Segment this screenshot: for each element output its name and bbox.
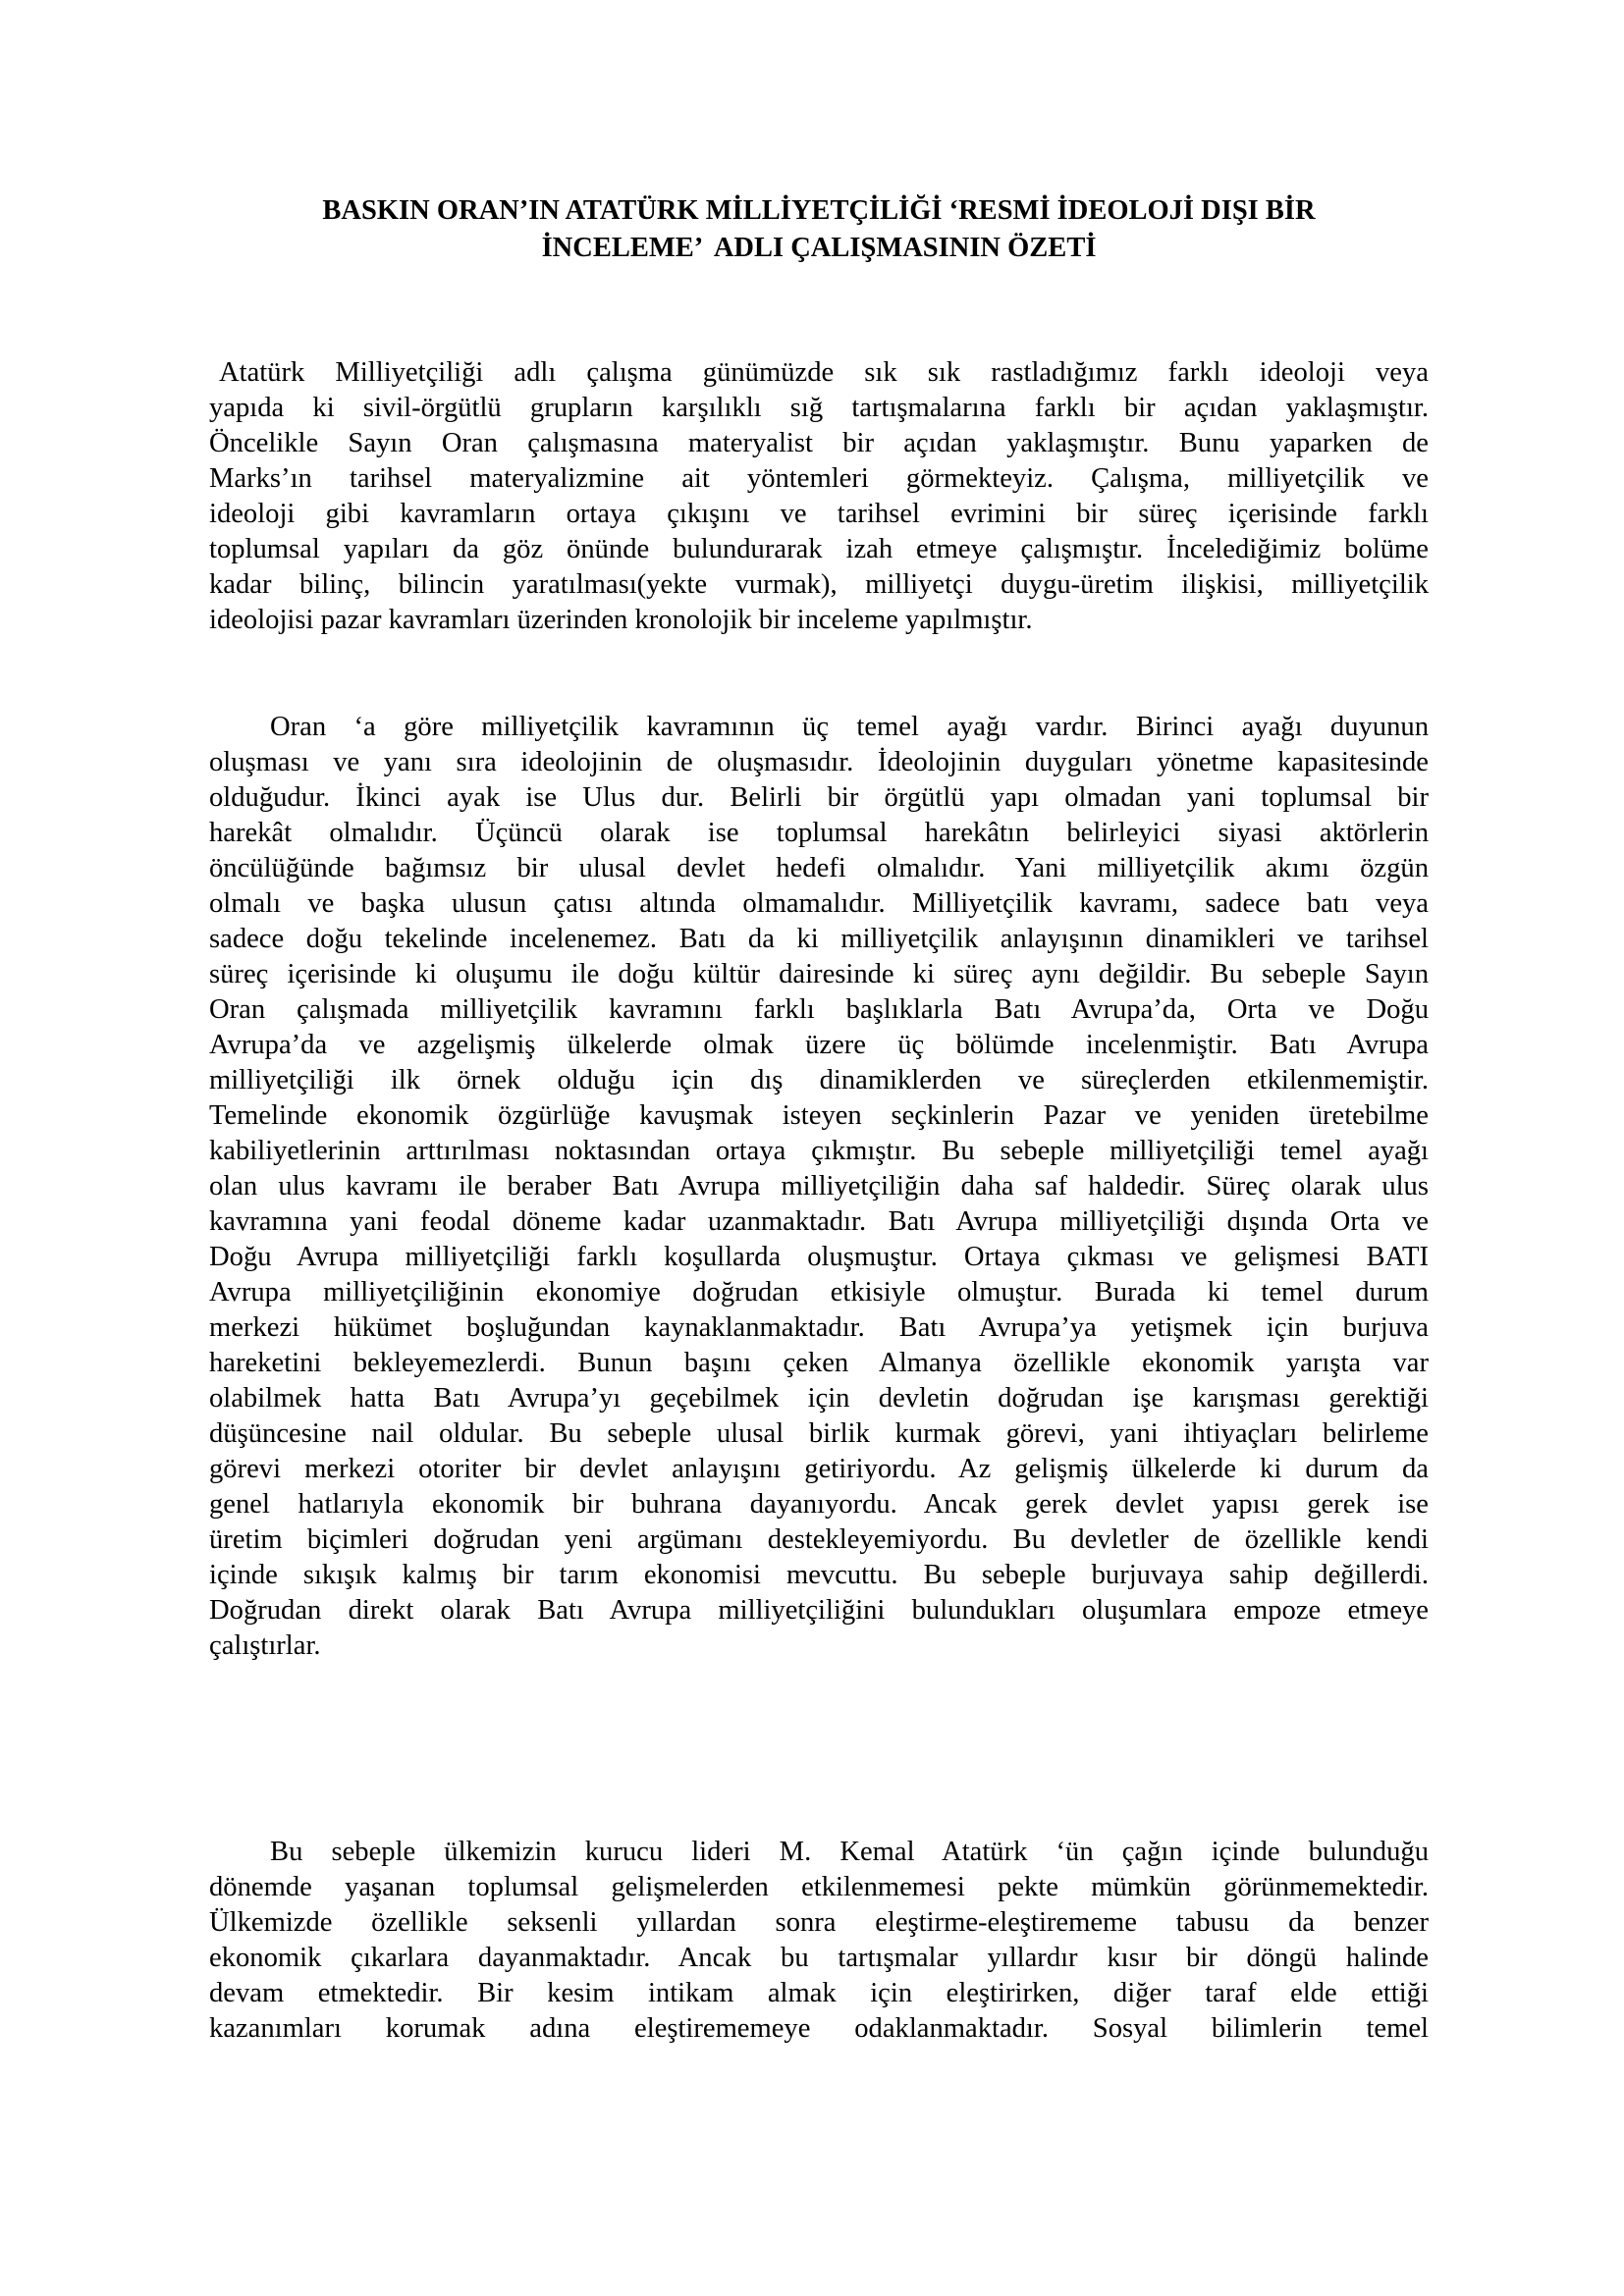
text-line: Temelinde ekonomik özgürlüğe kavuşmak isteyen seçkinlerin Pazar ve yeniden üretebilme bbox=[209, 1100, 1429, 1131]
text-line: merkezi hükümet boşluğundan kaynaklanmaktadır. Batı Avrupa’ya yetişmek için burjuva bbox=[209, 1312, 1429, 1343]
text-line: kabiliyetlerinin arttırılması noktasından ortaya çıkmıştır. Bu sebeple milliyetçiliği temel ayağı bbox=[209, 1136, 1429, 1166]
text-line: oluşması ve yanı sıra ideolojinin de oluşmasıdır. İdeolojinin duyguları yönetme kapasitesinde bbox=[209, 747, 1429, 777]
text-line: Doğu Avrupa milliyetçiliği farklı koşullarda oluşmuştur. Ortaya çıkması ve gelişmesi BATI bbox=[209, 1242, 1429, 1272]
text-line: toplumsal yapıları da göz önünde bulundurarak izah etmeye çalışmıştır. İncelediğimiz bolüme bbox=[209, 534, 1429, 564]
text-line: Bu sebeple ülkemizin kurucu lideri M. Kemal Atatürk ‘ün çağın içinde bulunduğu bbox=[270, 1837, 1429, 1867]
text-line: Atatürk Milliyetçiliği adlı çalışma günümüzde sık sık rastladığımız farklı ideoloji veya bbox=[219, 357, 1429, 388]
text-line: görevi merkezi otoriter bir devlet anlayışını getiriyordu. Az gelişmiş ülkelerde ki durum da bbox=[209, 1454, 1429, 1484]
text-line: kazanımları korumak adına eleştirememeye odaklanmaktadır. Sosyal bilimlerin temel bbox=[209, 2013, 1429, 2044]
text-line: Öncelikle Sayın Oran çalışmasına materyalist bir açıdan yaklaşmıştır. Bunu yaparken de bbox=[209, 428, 1429, 458]
text-line: harekât olmalıdır. Üçüncü olarak ise toplumsal harekâtın belirleyici siyasi aktörlerin bbox=[209, 818, 1429, 848]
text-line: genel hatlarıyla ekonomik bir buhrana dayanıyordu. Ancak gerek devlet yapısı gerek ise bbox=[209, 1489, 1429, 1520]
text-line: kavramına yani feodal döneme kadar uzanmaktadır. Batı Avrupa milliyetçiliği dışında Orta ve bbox=[209, 1206, 1429, 1237]
text-line: ideoloji gibi kavramların ortaya çıkışını ve tarihsel evrimini bir süreç içerisinde farklı bbox=[209, 499, 1429, 529]
text-line: üretim biçimleri doğrudan yeni argümanı destekleyemiyordu. Bu devletler de özellikle kendi bbox=[209, 1524, 1429, 1555]
text-line: düşüncesine nail oldular. Bu sebeple ulusal birlik kurmak görevi, yani ihtiyaçları belirleme bbox=[209, 1418, 1429, 1449]
text-line: süreç içerisinde ki oluşumu ile doğu kültür dairesinde ki süreç aynı değildir. Bu sebeple Sayın bbox=[209, 959, 1429, 989]
text-line: kadar bilinç, bilincin yaratılması(yekte vurmak), milliyetçi duygu-üretim ilişkisi, milliyetçilik bbox=[209, 569, 1429, 600]
title-line-1: BASKIN ORAN’IN ATATÜRK MİLLİYETÇİLİĞİ ‘RESMİ İDEOLOJİ DIŞI BİR bbox=[322, 195, 1316, 226]
text-line: Doğrudan direkt olarak Batı Avrupa milliyetçiliğini bulundukları oluşumlara empoze etmeye bbox=[209, 1595, 1429, 1626]
text-line: çalıştırlar. bbox=[209, 1630, 321, 1661]
paragraph-2 bbox=[209, 710, 1429, 1664]
text-line: olabilmek hatta Batı Avrupa’yı geçebilmek için devletin doğrudan işe karışması gerektiği bbox=[209, 1383, 1429, 1414]
text-line: olan ulus kavramı ile beraber Batı Avrupa milliyetçiliğin daha saf haldedir. Süreç olarak ulus bbox=[209, 1171, 1429, 1201]
text-line: Avrupa’da ve azgelişmiş ülkelerde olmak üzere üç bölümde incelenmiştir. Batı Avrupa bbox=[209, 1030, 1429, 1060]
text-line: ekonomik çıkarlara dayanmaktadır. Ancak bu tartışmalar yıllardır kısır bir döngü halinde bbox=[209, 1943, 1429, 1973]
text-line: olmalı ve başka ulusun çatısı altında olmamalıdır. Milliyetçilik kavramı, sadece batı veya bbox=[209, 888, 1429, 919]
text-line: Oran ‘a göre milliyetçilik kavramının üç temel ayağı vardır. Birinci ayağı duyunun bbox=[270, 712, 1429, 742]
text-line: Marks’ın tarihsel materyalizmine ait yöntemleri görmekteyiz. Çalışma, milliyetçilik ve bbox=[209, 463, 1429, 494]
text-line: sadece doğu tekelinde incelenemez. Batı da ki milliyetçilik anlayışının dinamikleri ve tarihsel bbox=[209, 924, 1429, 954]
text-line: ideolojisi pazar kavramları üzerinden kronolojik bir inceleme yapılmıştır. bbox=[209, 605, 1033, 635]
text-line: Oran çalışmada milliyetçilik kavramını farklı başlıklarla Batı Avrupa’da, Orta ve Doğu bbox=[209, 994, 1429, 1025]
text-line: yapıda ki sivil-örgütlü grupların karşılıklı sığ tartışmalarına farklı bir açıdan yaklaşmıştır. bbox=[209, 393, 1429, 423]
text-line: içinde sıkışık kalmış bir tarım ekonomisi mevcuttu. Bu sebeple burjuvaya sahip değillerdi. bbox=[209, 1560, 1429, 1590]
paragraph-3 bbox=[209, 1835, 1429, 2047]
text-line: devam etmektedir. Bir kesim intikam almak için eleştirirken, diğer taraf elde ettiği bbox=[209, 1978, 1429, 2008]
text-line: milliyetçiliği ilk örnek olduğu için dış dinamiklerden ve süreçlerden etkilenmemiştir. bbox=[209, 1065, 1429, 1095]
title-line-2: İNCELEME’ ADLI ÇALIŞMASININ ÖZETİ bbox=[541, 233, 1097, 263]
document-title bbox=[209, 192, 1429, 267]
text-line: öncülüğünde bağımsız bir ulusal devlet hedefi olmalıdır. Yani milliyetçilik akımı özgün bbox=[209, 853, 1429, 883]
text-line: Avrupa milliyetçiliğinin ekonomiye doğrudan etkisiyle olmuştur. Burada ki temel durum bbox=[209, 1277, 1429, 1308]
text-line: hareketini bekleyemezlerdi. Bunun başını çeken Almanya özellikle ekonomik yarışta var bbox=[209, 1348, 1429, 1378]
text-line: olduğudur. İkinci ayak ise Ulus dur. Belirli bir örgütlü yapı olmadan yani toplumsal bir bbox=[209, 782, 1429, 813]
text-line: dönemde yaşanan toplumsal gelişmelerden etkilenmemesi pekte mümkün görünmemektedir. bbox=[209, 1872, 1429, 1902]
paragraph-1 bbox=[209, 355, 1429, 638]
text-line: Ülkemizde özellikle seksenli yıllardan sonra eleştirme-eleştirememe tabusu da benzer bbox=[209, 1907, 1429, 1938]
